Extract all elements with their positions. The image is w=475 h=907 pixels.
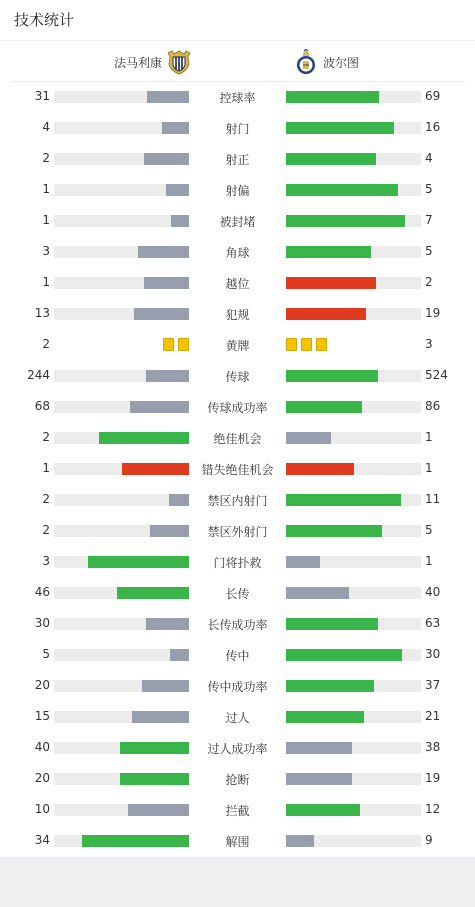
away-value: 1 — [425, 554, 433, 568]
away-bar-fill — [286, 742, 352, 754]
stat-label: 拦截 — [225, 804, 250, 818]
home-value: 244 — [27, 368, 50, 382]
porto-crest-icon — [293, 49, 319, 75]
home-bar-fill — [138, 246, 189, 258]
home-value: 1 — [42, 182, 50, 196]
away-bar-fill — [286, 711, 364, 723]
page-title: 技术统计 — [0, 0, 475, 41]
home-value: 2 — [42, 430, 50, 444]
away-bar-track — [286, 835, 421, 847]
stat-label: 门将扑救 — [213, 556, 262, 570]
home-bar-track — [54, 277, 189, 289]
home-value: 46 — [34, 585, 50, 599]
stat-label: 禁区内射门 — [207, 494, 268, 508]
away-bar-fill — [286, 432, 331, 444]
stat-row — [0, 485, 475, 516]
away-value: 21 — [425, 709, 441, 723]
away-bar-track — [286, 773, 421, 785]
stat-label: 犯规 — [225, 308, 250, 322]
stat-label: 抢断 — [225, 773, 250, 787]
away-bar-track — [286, 711, 421, 723]
home-bar-track — [54, 649, 189, 661]
away-bar-track — [286, 184, 421, 196]
stat-label: 控球率 — [219, 91, 256, 105]
away-bar-track — [286, 246, 421, 258]
stat-label: 禁区外射门 — [207, 525, 268, 539]
home-bar-track — [54, 432, 189, 444]
home-bar-track — [54, 122, 189, 134]
away-value: 12 — [425, 802, 441, 816]
home-bar-track — [54, 153, 189, 165]
stat-row — [0, 578, 475, 609]
stat-label: 错失绝佳机会 — [201, 463, 274, 477]
home-bar-track — [54, 680, 189, 692]
home-yellow-cards — [163, 338, 189, 351]
away-bar-track — [286, 804, 421, 816]
home-bar-fill — [170, 649, 189, 661]
away-bar-fill — [286, 835, 314, 847]
home-bar-track — [54, 587, 189, 599]
away-value: 37 — [425, 678, 441, 692]
home-bar-track — [54, 184, 189, 196]
home-value: 40 — [34, 740, 50, 754]
stat-label: 射正 — [225, 153, 250, 167]
stat-label: 过人成功率 — [207, 742, 268, 756]
home-bar-fill — [162, 122, 189, 134]
away-bar-fill — [286, 246, 371, 258]
away-bar-track — [286, 91, 421, 103]
stat-label: 射偏 — [225, 184, 250, 198]
stat-label: 角球 — [225, 246, 250, 260]
stat-row — [0, 361, 475, 392]
away-bar-fill — [286, 401, 362, 413]
stat-label: 黄牌 — [225, 339, 250, 353]
home-bar-track — [54, 711, 189, 723]
home-value: 31 — [34, 89, 50, 103]
home-bar-track — [54, 401, 189, 413]
away-value: 9 — [425, 833, 433, 847]
home-bar-fill — [82, 835, 189, 847]
stat-label: 长传成功率 — [207, 618, 268, 632]
away-bar-track — [286, 370, 421, 382]
home-value: 1 — [42, 213, 50, 227]
away-value: 19 — [425, 771, 441, 785]
away-bar-fill — [286, 463, 354, 475]
home-bar-track — [54, 215, 189, 227]
away-value: 63 — [425, 616, 441, 630]
home-bar-track — [54, 773, 189, 785]
stat-row — [0, 392, 475, 423]
away-bar-track — [286, 463, 421, 475]
home-bar-track — [54, 804, 189, 816]
home-bar-track — [54, 742, 189, 754]
stat-label: 越位 — [225, 277, 250, 291]
home-value: 20 — [34, 771, 50, 785]
home-bar-track — [54, 463, 189, 475]
away-bar-fill — [286, 184, 398, 196]
away-value: 5 — [425, 244, 433, 258]
home-bar-fill — [144, 277, 189, 289]
home-bar-fill — [166, 184, 189, 196]
stat-label: 绝佳机会 — [213, 432, 262, 446]
away-value: 2 — [425, 275, 433, 289]
away-bar-fill — [286, 277, 376, 289]
away-bar-fill — [286, 215, 405, 227]
stat-row — [0, 640, 475, 671]
home-value: 68 — [34, 399, 50, 413]
stat-row — [0, 733, 475, 764]
away-bar-fill — [286, 649, 402, 661]
home-value: 15 — [34, 709, 50, 723]
home-bar-fill — [99, 432, 189, 444]
away-value: 524 — [425, 368, 448, 382]
away-team[interactable] — [293, 49, 359, 75]
stat-label: 传球成功率 — [207, 401, 268, 415]
stat-row — [0, 330, 475, 361]
home-value: 3 — [42, 244, 50, 258]
stat-label: 传球 — [225, 370, 250, 384]
stat-row — [0, 826, 475, 857]
away-bar-track — [286, 122, 421, 134]
stat-label: 传中成功率 — [207, 680, 268, 694]
stat-row — [0, 144, 475, 175]
stat-row — [0, 206, 475, 237]
away-bar-fill — [286, 153, 376, 165]
stat-label: 解围 — [225, 835, 250, 849]
home-bar-track — [54, 308, 189, 320]
away-bar-track — [286, 649, 421, 661]
home-bar-track — [54, 618, 189, 630]
home-bar-fill — [117, 587, 189, 599]
home-value: 30 — [34, 616, 50, 630]
home-bar-fill — [146, 370, 189, 382]
stat-row — [0, 454, 475, 485]
away-bar-track — [286, 556, 421, 568]
stat-row — [0, 113, 475, 144]
stat-row — [0, 795, 475, 826]
home-value: 1 — [42, 461, 50, 475]
away-yellow-cards — [286, 338, 327, 351]
home-bar-fill — [132, 711, 189, 723]
home-bar-fill — [142, 680, 189, 692]
home-bar-track — [54, 246, 189, 258]
yellow-card-icon — [286, 338, 297, 351]
home-bar-fill — [147, 91, 189, 103]
stat-row — [0, 423, 475, 454]
home-bar-fill — [150, 525, 189, 537]
stat-row — [0, 268, 475, 299]
away-value: 5 — [425, 523, 433, 537]
away-bar-fill — [286, 308, 366, 320]
home-bar-fill — [120, 742, 189, 754]
home-value: 3 — [42, 554, 50, 568]
away-value: 4 — [425, 151, 433, 165]
home-bar-fill — [144, 153, 189, 165]
away-value: 30 — [425, 647, 441, 661]
home-bar-track — [54, 91, 189, 103]
away-bar-fill — [286, 680, 374, 692]
away-bar-track — [286, 494, 421, 506]
home-team-name: 法马利康 — [113, 55, 162, 70]
away-bar-track — [286, 525, 421, 537]
stat-row — [0, 671, 475, 702]
away-bar-track — [286, 432, 421, 444]
away-bar-track — [286, 680, 421, 692]
home-value: 10 — [34, 802, 50, 816]
stat-row — [0, 547, 475, 578]
away-bar-fill — [286, 91, 379, 103]
yellow-card-icon — [301, 338, 312, 351]
away-bar-track — [286, 153, 421, 165]
home-bar-track — [54, 525, 189, 537]
away-bar-fill — [286, 587, 349, 599]
stat-label: 射门 — [225, 122, 250, 136]
away-value: 69 — [425, 89, 441, 103]
stat-row — [0, 516, 475, 547]
away-bar-fill — [286, 370, 378, 382]
home-bar-track — [54, 835, 189, 847]
stats-list — [0, 82, 475, 857]
stat-label: 过人 — [225, 711, 250, 725]
home-value: 20 — [34, 678, 50, 692]
home-value: 2 — [42, 523, 50, 537]
away-bar-fill — [286, 773, 352, 785]
team-header — [10, 41, 465, 82]
away-bar-track — [286, 215, 421, 227]
away-value: 16 — [425, 120, 441, 134]
away-value: 86 — [425, 399, 441, 413]
away-bar-track — [286, 587, 421, 599]
home-team[interactable] — [114, 49, 192, 75]
stat-row — [0, 299, 475, 330]
stat-row — [0, 764, 475, 795]
home-bar-fill — [171, 215, 189, 227]
away-bar-fill — [286, 122, 394, 134]
away-bar-fill — [286, 525, 382, 537]
away-bar-fill — [286, 556, 320, 568]
away-bar-track — [286, 277, 421, 289]
home-bar-fill — [128, 804, 189, 816]
home-bar-fill — [134, 308, 189, 320]
stat-label: 长传 — [225, 587, 250, 601]
home-value: 2 — [42, 151, 50, 165]
home-value: 13 — [34, 306, 50, 320]
stat-row — [0, 609, 475, 640]
home-bar-fill — [169, 494, 189, 506]
home-bar-track — [54, 494, 189, 506]
home-value: 2 — [42, 492, 50, 506]
home-bar-fill — [122, 463, 190, 475]
away-value: 5 — [425, 182, 433, 196]
home-bar-fill — [130, 401, 189, 413]
famalicao-crest-icon — [166, 49, 192, 75]
home-bar-fill — [146, 618, 189, 630]
away-value: 7 — [425, 213, 433, 227]
away-bar-track — [286, 618, 421, 630]
away-bar-fill — [286, 618, 378, 630]
away-value: 3 — [425, 337, 433, 351]
yellow-card-icon — [163, 338, 174, 351]
away-bar-track — [286, 401, 421, 413]
away-bar-fill — [286, 494, 401, 506]
stat-label: 传中 — [225, 649, 250, 663]
yellow-card-icon — [316, 338, 327, 351]
away-value: 38 — [425, 740, 441, 754]
yellow-card-icon — [178, 338, 189, 351]
home-bar-track — [54, 370, 189, 382]
away-value: 1 — [425, 461, 433, 475]
away-value: 40 — [425, 585, 441, 599]
away-bar-track — [286, 742, 421, 754]
away-bar-track — [286, 308, 421, 320]
away-value: 1 — [425, 430, 433, 444]
home-value: 34 — [34, 833, 50, 847]
stat-row — [0, 175, 475, 206]
stat-row — [0, 702, 475, 733]
stat-row — [0, 237, 475, 268]
home-value: 1 — [42, 275, 50, 289]
away-value: 11 — [425, 492, 441, 506]
stat-row — [0, 82, 475, 113]
away-value: 19 — [425, 306, 441, 320]
home-value: 5 — [42, 647, 50, 661]
away-team-name: 波尔图 — [323, 55, 360, 70]
stat-label: 被封堵 — [219, 215, 256, 229]
home-bar-track — [54, 556, 189, 568]
home-value: 2 — [42, 337, 50, 351]
home-bar-fill — [88, 556, 189, 568]
home-value: 4 — [42, 120, 50, 134]
home-bar-fill — [120, 773, 189, 785]
away-bar-fill — [286, 804, 360, 816]
